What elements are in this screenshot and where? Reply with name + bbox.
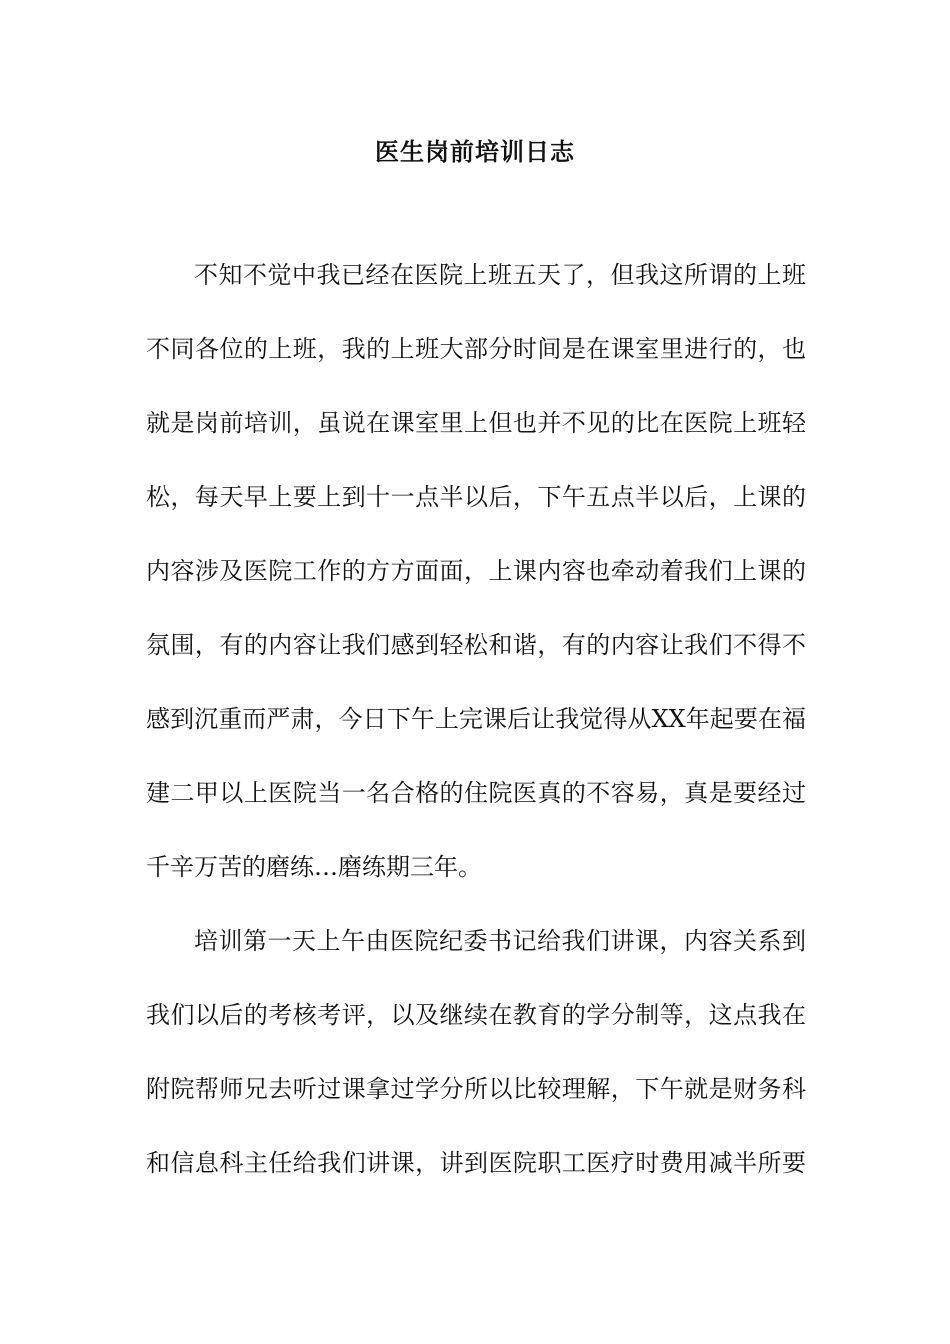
paragraph-line: 氛围，有的内容让我们感到轻松和谐，有的内容让我们不得不 <box>146 631 806 659</box>
paragraph-line: 建二甲以上医院当一名合格的住院医真的不容易，真是要经过 <box>146 779 806 807</box>
paragraph-first-line: 不知不觉中我已经在医院上班五天了，但我这所谓的上班 <box>194 261 806 289</box>
paragraph-line: 我们以后的考核考评，以及继续在教育的学分制等，这点我在 <box>146 1001 806 1029</box>
paragraph-first-line: 培训第一天上午由医院纪委书记给我们讲课，内容关系到 <box>194 927 806 955</box>
document-body <box>146 255 806 1217</box>
paragraph-line: 附院帮师兄去听过课拿过学分所以比较理解，下午就是财务科 <box>146 1075 806 1103</box>
paragraph-line: 就是岗前培训，虽说在课室里上但也并不见的比在医院上班轻 <box>146 409 806 437</box>
paragraph-line: 不同各位的上班，我的上班大部分时间是在课室里进行的，也 <box>146 335 806 363</box>
document-title: 医生岗前培训日志 <box>375 137 575 166</box>
paragraph-line: 内容涉及医院工作的方方面面，上课内容也牵动着我们上课的 <box>146 557 806 585</box>
paragraph-line: 感到沉重而严肃，今日下午上完课后让我觉得从XX年起要在福 <box>146 705 806 733</box>
paragraph-line: 千辛万苦的磨练…磨练期三年。 <box>146 853 482 881</box>
paragraph-line: 松，每天早上要上到十一点半以后，下午五点半以后，上课的 <box>146 483 806 511</box>
paragraph-line: 和信息科主任给我们讲课，讲到医院职工医疗时费用减半所要 <box>146 1149 806 1177</box>
